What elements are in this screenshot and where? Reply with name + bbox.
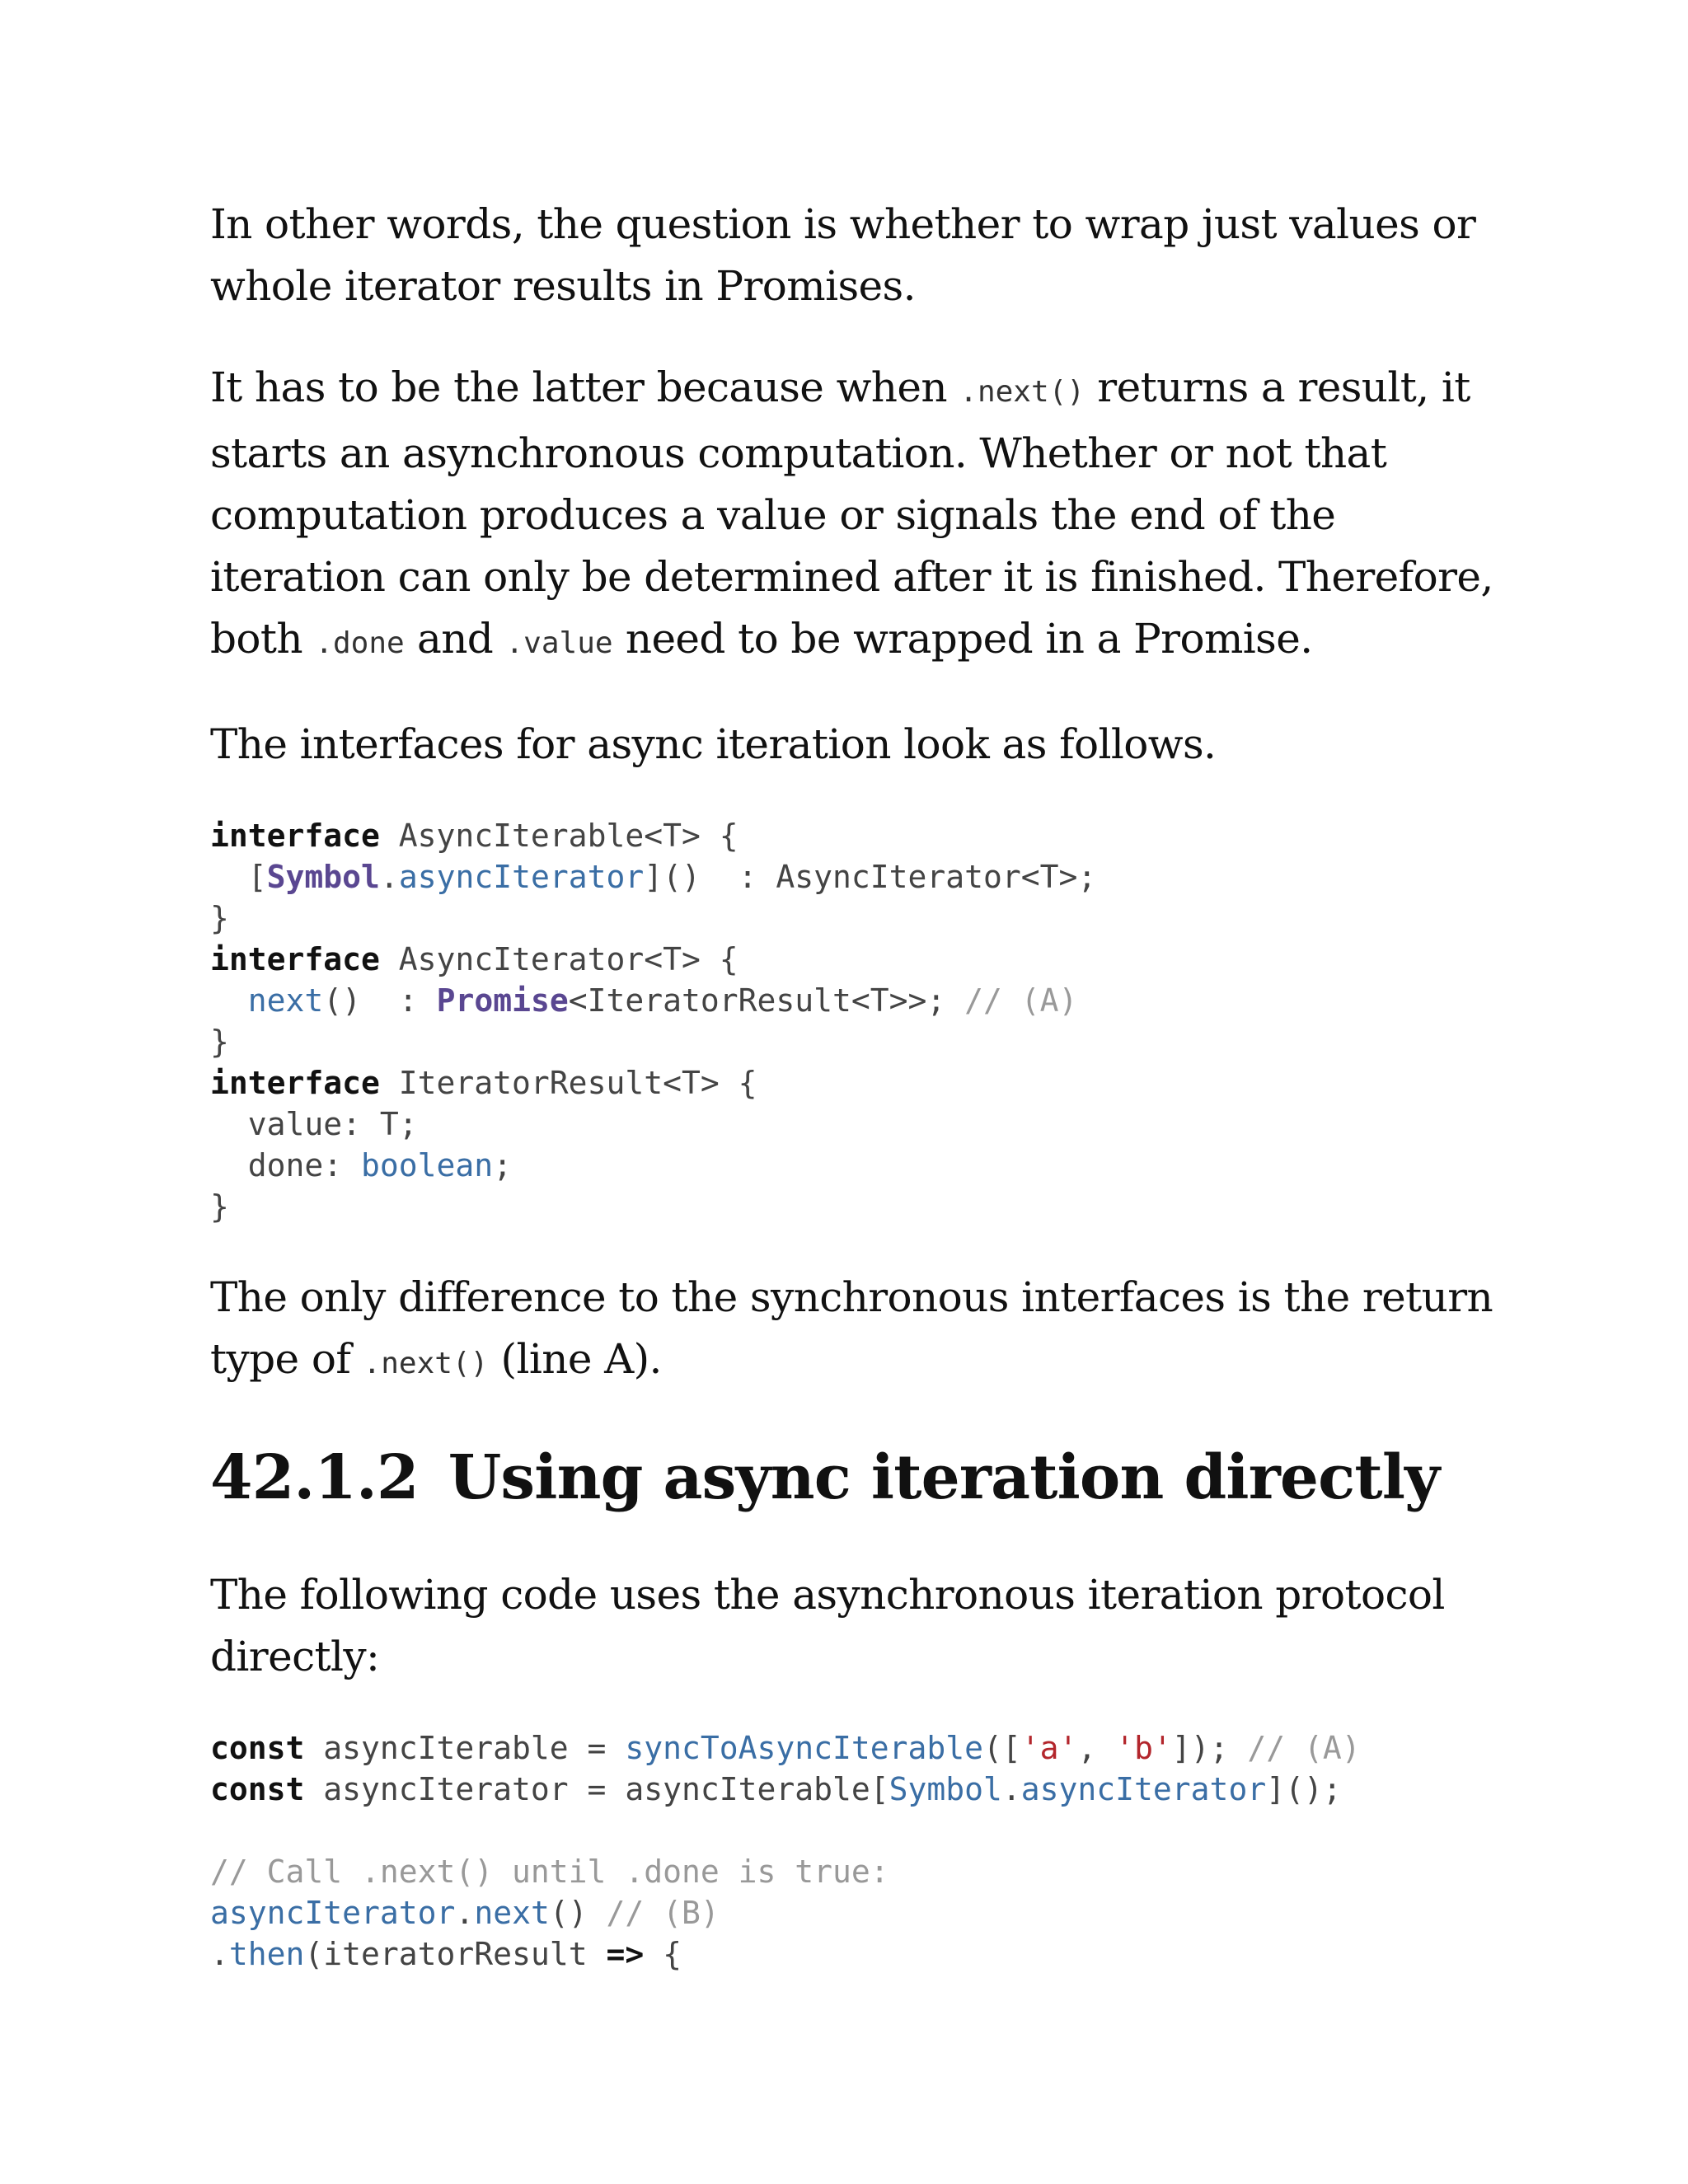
code-text: <IteratorResult<T>>; xyxy=(568,982,965,1019)
code-type: boolean xyxy=(361,1147,494,1183)
text-run: It has to be the latter because when xyxy=(210,363,960,411)
code-comment: // (B) xyxy=(606,1895,720,1931)
code-block-interfaces xyxy=(210,815,1496,1227)
paragraph-wrap-values: In other words, the question is whether to wrap just values or whole iterator results in Promises. xyxy=(210,200,1476,310)
code-text: } xyxy=(210,1024,229,1060)
code-text: value: T; xyxy=(210,1106,418,1142)
code-function: next xyxy=(210,982,324,1019)
inline-code-next: .next() xyxy=(959,375,1085,409)
code-function: then xyxy=(228,1936,305,1972)
code-text: . xyxy=(379,859,399,895)
text-run: The only difference to the synchronous interfaces is the return type of xyxy=(210,1273,1493,1383)
code-keyword: interface xyxy=(210,941,380,977)
code-property: asyncIterator xyxy=(398,859,645,895)
code-text: . xyxy=(1001,1771,1021,1807)
inline-code-done: .done xyxy=(315,626,405,660)
code-text: ](); xyxy=(1266,1771,1342,1807)
code-keyword: const xyxy=(210,1771,305,1807)
code-keyword: interface xyxy=(210,1065,380,1101)
inline-code-next: .next() xyxy=(363,1347,489,1380)
text-run: need to be wrapped in a Promise. xyxy=(612,615,1313,663)
code-text: () : xyxy=(323,982,437,1019)
section-heading xyxy=(210,1441,1496,1515)
text-run: and xyxy=(404,615,506,663)
code-text: } xyxy=(210,900,229,936)
code-text: () xyxy=(549,1895,607,1931)
code-promise-type: Promise xyxy=(436,982,569,1019)
code-text: asyncIterable = xyxy=(304,1730,626,1766)
code-text: . xyxy=(455,1895,475,1931)
code-text: (iteratorResult xyxy=(304,1936,607,1972)
text-run: (line A). xyxy=(488,1335,662,1383)
code-arrow: => xyxy=(606,1936,645,1972)
document-page xyxy=(210,194,1496,2014)
code-text: ]); xyxy=(1171,1730,1248,1766)
code-text: ; xyxy=(493,1147,513,1183)
code-comment: // (A) xyxy=(1247,1730,1361,1766)
code-text: . xyxy=(210,1936,229,1972)
code-text: done: xyxy=(210,1147,362,1183)
code-text: { xyxy=(644,1936,682,1972)
code-function: syncToAsyncIterable xyxy=(625,1730,984,1766)
code-string: 'a' xyxy=(1020,1730,1078,1766)
code-text: AsyncIterator<T> { xyxy=(379,941,738,977)
code-symbol: Symbol xyxy=(266,859,380,895)
paragraph-latter-explanation xyxy=(210,357,1496,674)
code-text: ]() : AsyncIterator<T>; xyxy=(644,859,1097,895)
code-symbol: Symbol xyxy=(889,1771,1002,1807)
code-string: 'b' xyxy=(1115,1730,1172,1766)
code-comment: // (A) xyxy=(964,982,1078,1019)
code-text: [ xyxy=(210,859,267,895)
code-keyword: interface xyxy=(210,818,380,854)
code-keyword: const xyxy=(210,1730,305,1766)
code-comment: // Call .next() until .done is true: xyxy=(210,1854,889,1890)
inline-code-value: .value xyxy=(505,626,613,660)
code-object: asyncIterator xyxy=(210,1895,456,1931)
paragraph-only-difference xyxy=(210,1267,1496,1394)
code-text: ([ xyxy=(983,1730,1021,1766)
section-number: 42.1.2 xyxy=(210,1442,419,1513)
code-text: AsyncIterable<T> { xyxy=(379,818,738,854)
text-run: returns a result, it starts an asynchronous computation. Whether or not that computation produces a value or signals the end of the iteration can only be determined after it is finished. Therefore, both xyxy=(210,363,1493,663)
section-title: Using async iteration directly xyxy=(448,1442,1440,1513)
code-text: , xyxy=(1077,1730,1116,1766)
paragraph-following-code: The following code uses the asynchronous iteration protocol directly: xyxy=(210,1571,1445,1680)
code-function: next xyxy=(474,1895,550,1931)
paragraph-interfaces-intro: The interfaces for async iteration look as follows. xyxy=(210,720,1217,768)
code-property: asyncIterator xyxy=(1020,1771,1267,1807)
code-text: asyncIterator = asyncIterable[ xyxy=(304,1771,889,1807)
code-block-direct-usage xyxy=(210,1727,1496,1975)
code-text: IteratorResult<T> { xyxy=(379,1065,757,1101)
code-text: } xyxy=(210,1188,229,1225)
